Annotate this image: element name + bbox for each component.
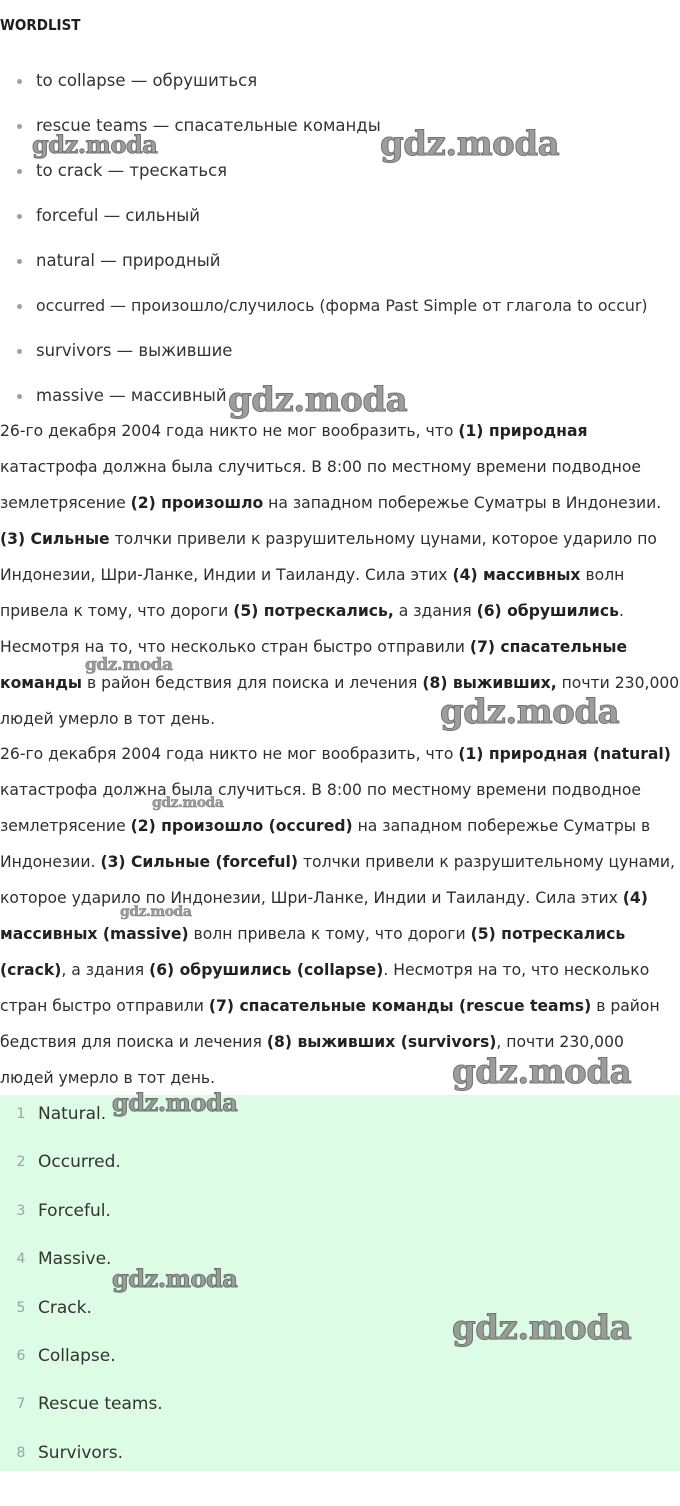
text-run: толчки привели к разрушительному цунами, которое ударило по Индонезии, Шри-Ланке, Индии и Таиланду. Сила этих	[0, 530, 657, 584]
wordlist-item	[0, 201, 680, 246]
answer-item	[0, 1095, 680, 1143]
bullet-icon	[17, 349, 22, 354]
answer-highlight: (7) спасательные команды	[0, 638, 628, 692]
answers-panel	[0, 1095, 680, 1471]
answer-item	[0, 1192, 680, 1240]
answer-text: Forceful.	[38, 1200, 111, 1221]
answer-item	[0, 1143, 680, 1191]
text-run: на западном побережье Суматры в Индонезии.	[263, 494, 662, 512]
answer-highlight: (2) произошло (occured)	[130, 817, 353, 835]
answer-number: 6	[16, 1347, 26, 1364]
text-run: 26-го декабря 2004 года никто не мог вообразить, что	[0, 422, 459, 440]
answer-highlight: (4) массивных (massive)	[0, 889, 648, 943]
text-run: , почти 230,000 людей умерло в тот день.	[0, 1033, 624, 1087]
answer-highlight: (2) произошло	[130, 494, 264, 512]
bullet-icon	[17, 124, 22, 129]
bullet-icon	[17, 259, 22, 264]
answer-text: Survivors.	[38, 1442, 124, 1463]
answer-highlight: (7) спасательные команды (rescue teams)	[208, 997, 592, 1015]
text-run: . Несмотря на то, что несколько стран быстро отправили	[0, 602, 624, 656]
answer-text: Occurred.	[38, 1152, 121, 1173]
answer-number: 5	[16, 1299, 26, 1316]
answer-highlight: (4) массивных	[452, 566, 581, 584]
text-run: волн привела к тому, что дороги	[0, 566, 625, 620]
text-run: на западном побережье Суматры в Индонезии.	[0, 817, 651, 871]
answer-text: Collapse.	[38, 1345, 116, 1366]
text-run: почти 230,000 людей умерло в тот день.	[0, 674, 680, 728]
wordlist-item-text: massive — массивный	[36, 386, 227, 405]
answer-highlight: (5) потрескались (crack)	[0, 925, 626, 979]
answer-highlight: (6) обрушились	[476, 602, 619, 620]
answer-paragraph	[0, 736, 680, 1096]
watermark: gdz.moda	[152, 795, 224, 811]
wordlist-item	[0, 111, 680, 156]
wordlist-item	[0, 156, 680, 201]
watermark: gdz.moda	[85, 655, 173, 675]
watermark: gdz.moda	[380, 124, 560, 164]
answer-highlight: (8) выживших,	[422, 674, 557, 692]
watermark: gdz.moda	[120, 904, 192, 920]
text-run: катастрофа должна была случиться. В 8:00 по местному времени подводное землетрясение	[0, 458, 641, 512]
wordlist-item-text: natural — природный	[36, 251, 221, 270]
text-run: 26-го декабря 2004 года никто не мог вообразить, что	[0, 745, 459, 763]
text-run: толчки привели к разрушительному цунами, которое ударило по Индонезии, Шри-Ланке, Индии и Таиланду. Сила этих	[0, 853, 675, 907]
answer-number: 2	[16, 1154, 26, 1171]
answer-number: 7	[16, 1396, 26, 1413]
text-run: в район бедствия для поиска и лечения	[0, 997, 660, 1051]
answers-list	[0, 1095, 680, 1482]
wordlist-item-text: to crack — трескаться	[36, 161, 228, 180]
wordlist-heading: WORDLIST	[0, 16, 81, 34]
wordlist-item-text: to collapse — обрушиться	[36, 71, 258, 90]
wordlist-item-text: forceful — сильный	[36, 206, 200, 225]
watermark: gdz.moda	[112, 1264, 238, 1293]
wordlist-item-text: survivors — выжившие	[36, 341, 233, 360]
bullet-icon	[17, 214, 22, 219]
answer-number: 1	[16, 1106, 26, 1122]
wordlist-item	[0, 336, 680, 381]
text-run: , а здания	[61, 961, 150, 979]
text-run: . Несмотря на то, что несколько стран быстро отправили	[0, 961, 650, 1015]
answer-text: Rescue teams.	[38, 1394, 163, 1415]
answer-text: Massive.	[38, 1249, 112, 1270]
bullet-icon	[17, 394, 22, 399]
watermark: gdz.moda	[32, 130, 158, 159]
answer-highlight: (3) Сильные (forceful)	[100, 853, 299, 871]
answer-highlight: (5) потрескались,	[233, 602, 394, 620]
text-run: в район бедствия для поиска и лечения	[82, 674, 423, 692]
bullet-icon	[17, 79, 22, 84]
answer-number: 8	[16, 1444, 26, 1461]
answer-number: 4	[16, 1251, 26, 1268]
wordlist-item	[0, 246, 680, 291]
watermark: gdz.moda	[452, 1308, 632, 1348]
answer-highlight: (6) обрушились (collapse)	[149, 961, 384, 979]
watermark: gdz.moda	[228, 380, 408, 420]
answer-highlight: (1) природная (natural)	[458, 745, 671, 763]
answer-item	[0, 1289, 680, 1337]
wordlist-item-text: rescue teams — спасательные команды	[36, 116, 381, 135]
text-run: катастрофа должна была случиться. В 8:00 по местному времени подводное землетрясение	[0, 781, 641, 835]
watermark: gdz.moda	[452, 1052, 632, 1092]
text-run: волн привела к тому, что дороги	[188, 925, 471, 943]
answer-item	[0, 1337, 680, 1385]
answer-number: 3	[16, 1202, 26, 1219]
watermark: gdz.moda	[440, 692, 620, 732]
answer-highlight: (1) природная	[458, 422, 588, 440]
wordlist	[0, 66, 680, 426]
answer-highlight: (8) выживших (survivors)	[266, 1033, 497, 1051]
watermark: gdz.moda	[112, 1088, 238, 1117]
answer-item	[0, 1434, 680, 1482]
answer-highlight: (3) Сильные	[0, 530, 110, 548]
wordlist-item	[0, 66, 680, 111]
text-run: а здания	[393, 602, 477, 620]
answer-text: Natural.	[38, 1104, 107, 1124]
answer-text: Crack.	[38, 1297, 92, 1318]
bullet-icon	[17, 169, 22, 174]
answer-item	[0, 1240, 680, 1288]
answer-item	[0, 1385, 680, 1433]
wordlist-item	[0, 291, 680, 336]
bullet-icon	[17, 304, 22, 309]
wordlist-item-text: occurred — произошло/случилось (форма Past Simple от глагола to occur)	[36, 296, 648, 315]
translation-paragraph	[0, 413, 680, 737]
